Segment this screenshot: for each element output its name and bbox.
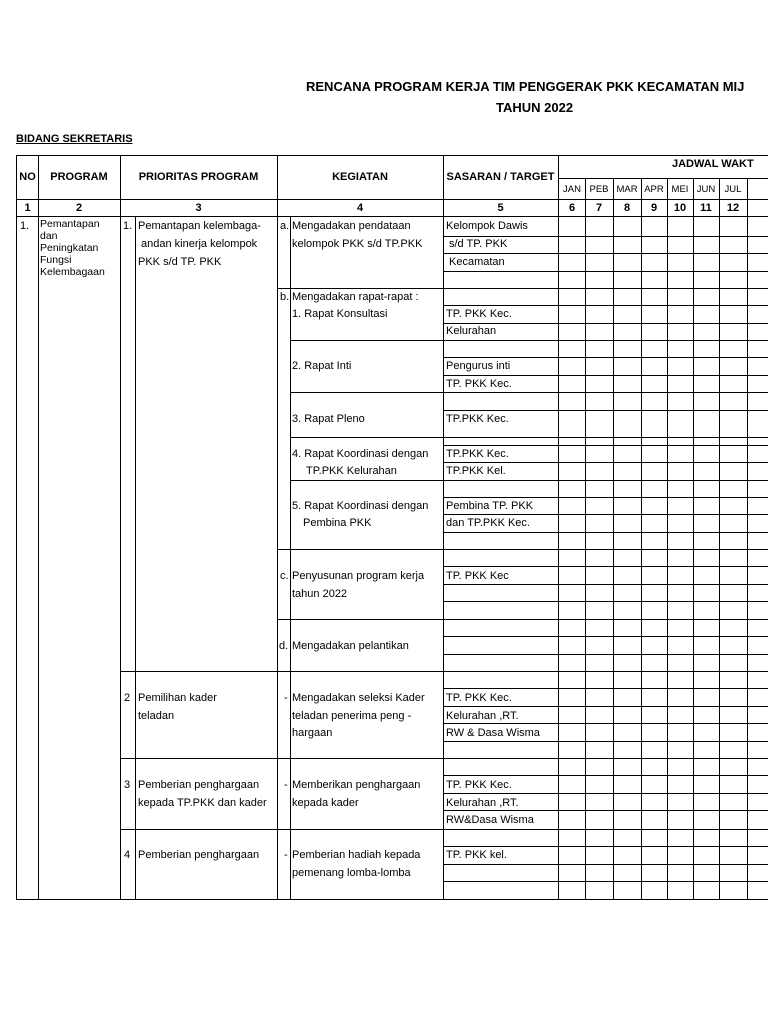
sasaran-line: TP. PKK Kec [446, 570, 509, 582]
sasaran-line: s/d TP. PKK [449, 238, 508, 250]
prioritas-line: teladan [138, 710, 175, 722]
header-kegiatan: KEGIATAN [332, 171, 388, 183]
prioritas-line: Pemberian penghargaan [138, 849, 260, 861]
sasaran-line: TP.PKK Kec. [446, 413, 509, 425]
month-peb: PEB [589, 184, 609, 195]
program-line: dan [40, 230, 58, 242]
program-line: Pemantapan [40, 218, 100, 230]
col-number: 1 [24, 202, 31, 214]
sasaran-line: Kelurahan ,RT. [446, 797, 519, 809]
sasaran-line: TP. PKK kel. [446, 849, 507, 861]
kegiatan-line: TP.PKK Kelurahan [306, 465, 397, 477]
col-number: 8 [623, 202, 631, 214]
col-number: 5 [497, 202, 504, 214]
sasaran-line: TP.PKK Kec. [446, 448, 509, 460]
col-number: 11 [700, 202, 712, 214]
sasaran-line: TP. PKK Kec. [446, 308, 512, 320]
kegiatan-mark: d. [279, 640, 289, 652]
kegiatan-mark: - [284, 692, 288, 704]
sasaran-line: Pengurus inti [446, 360, 511, 372]
kegiatan-mark: a. [280, 220, 290, 232]
month-jun: JUN [696, 184, 716, 195]
sasaran-line: Kelurahan ,RT. [446, 710, 519, 722]
kegiatan-line: Memberikan penghargaan [292, 779, 421, 791]
sasaran-line: Kelompok Dawis [446, 220, 528, 232]
col-number: 12 [726, 202, 740, 214]
col-number: 9 [650, 202, 658, 214]
prioritas-line: PKK s/d TP. PKK [138, 256, 222, 268]
sasaran-line: RW&Dasa Wisma [446, 814, 534, 826]
kegiatan-line: tahun 2022 [292, 588, 348, 600]
kegiatan-mark: c. [280, 570, 289, 582]
month-mei: MEI [671, 184, 689, 195]
kegiatan-mark: b. [280, 291, 290, 303]
kegiatan-line: 4. Rapat Koordinasi dengan [292, 448, 429, 460]
kegiatan-line: teladan penerima peng - [292, 710, 412, 722]
kegiatan-line: Mengadakan pendataan [292, 220, 411, 232]
prioritas-line: kepada TP.PKK dan kader [138, 797, 267, 809]
header-no: NO [19, 171, 36, 183]
prioritas-line: Pemberian penghargaan [138, 779, 260, 791]
kegiatan-line: 1. Rapat Konsultasi [292, 308, 388, 320]
sasaran-line: TP. PKK Kec. [446, 692, 512, 704]
prioritas-line: Pemilihan kader [138, 692, 217, 704]
sasaran-line: TP.PKK Kel. [446, 465, 506, 477]
month-mar: MAR [616, 184, 638, 195]
col-number: 4 [356, 202, 364, 214]
kegiatan-line: Mengadakan seleksi Kader [292, 692, 425, 704]
sasaran-line: dan TP.PKK Kec. [446, 517, 530, 529]
kegiatan-mark: - [284, 779, 288, 791]
col-number: 10 [673, 202, 687, 214]
prioritas-number: 2 [124, 692, 131, 704]
sasaran-line: Kelurahan [446, 325, 497, 337]
kegiatan-line: 3. Rapat Pleno [292, 413, 365, 425]
col-number: 7 [595, 202, 603, 214]
prioritas-line: andan kinerja kelompok [141, 238, 258, 250]
sasaran-line: Kecamatan [449, 256, 505, 268]
section-title: BIDANG SEKRETARIS [16, 133, 133, 145]
kegiatan-line: pemenang lomba-lomba [292, 867, 411, 879]
kegiatan-line: 2. Rapat Inti [292, 360, 352, 372]
header-jadwal: JADWAL WAKT [672, 158, 754, 170]
program-line: Kelembagaan [40, 266, 105, 278]
prioritas-number: 1. [123, 220, 133, 232]
col-number: 6 [568, 202, 576, 214]
sasaran-line: TP. PKK Kec. [446, 779, 512, 791]
header-program: PROGRAM [50, 171, 108, 183]
month-jul: JUL [724, 184, 742, 195]
prioritas-number: 4 [124, 849, 131, 861]
row-number: 1. [20, 220, 30, 232]
kegiatan-line: Pemberian hadiah kepada [292, 849, 421, 861]
kegiatan-mark: - [284, 849, 288, 861]
kegiatan-line: Mengadakan pelantikan [292, 640, 409, 652]
month-jan: JAN [563, 184, 581, 195]
kegiatan-line: 5. Rapat Koordinasi dengan [292, 500, 429, 512]
col-number: 3 [195, 202, 202, 214]
prioritas-line: Pemantapan kelembaga- [138, 220, 261, 232]
sasaran-line: TP. PKK Kec. [446, 378, 512, 390]
sasaran-line: Pembina TP. PKK [446, 500, 534, 512]
program-line: Peningkatan [40, 242, 99, 254]
header-sasaran: SASARAN / TARGET [446, 171, 555, 183]
kegiatan-line: kepada kader [292, 797, 359, 809]
sasaran-line: RW & Dasa Wisma [446, 727, 540, 739]
kegiatan-line: Pembina PKK [303, 517, 372, 529]
kegiatan-line: Penyusunan program kerja [292, 570, 425, 582]
kegiatan-line: kelompok PKK s/d TP.PKK [292, 238, 423, 250]
kegiatan-line: hargaan [292, 727, 333, 739]
prioritas-number: 3 [124, 779, 131, 791]
kegiatan-line: Mengadakan rapat-rapat : [292, 291, 419, 303]
document-subtitle: TAHUN 2022 [496, 100, 574, 115]
col-number: 2 [75, 202, 83, 214]
month-apr: APR [644, 184, 664, 195]
header-prioritas: PRIORITAS PROGRAM [138, 171, 259, 183]
document-title: RENCANA PROGRAM KERJA TIM PENGGERAK PKK KECAMATAN MIJ [306, 79, 745, 94]
program-line: Fungsi [40, 254, 72, 266]
